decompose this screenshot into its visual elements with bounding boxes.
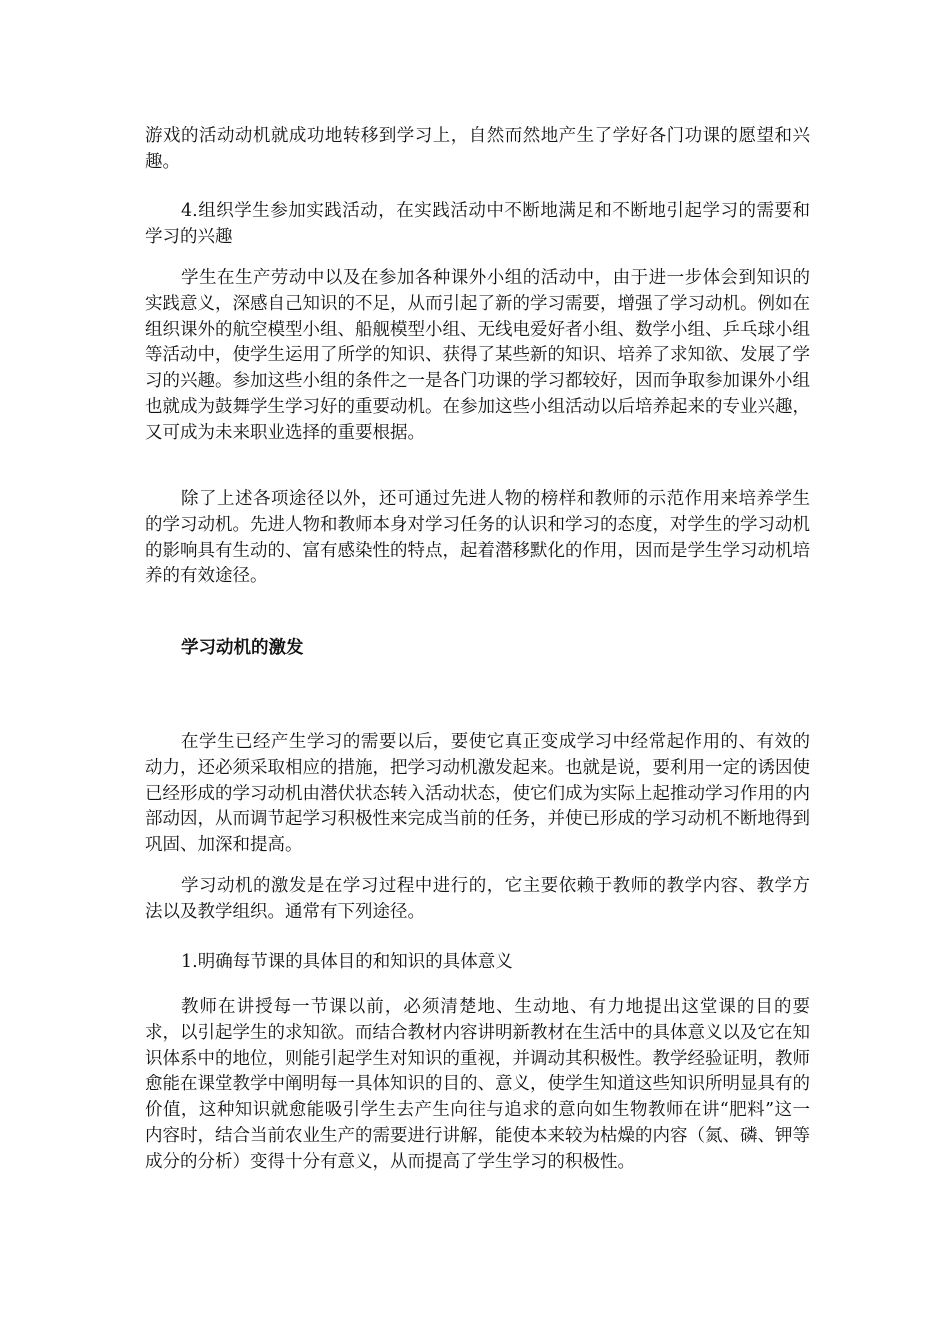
paragraph-item-4-title: 4.组织学生参加实践活动，在实践活动中不断地满足和不断地引起学习的需要和学习的兴趣	[145, 201, 810, 247]
paragraph-game-motivation: 游戏的活动动机就成功地转移到学习上，自然而然地产生了学好各门功课的愿望和兴趣。	[145, 126, 810, 172]
section-heading: 学习动机的激发	[181, 638, 304, 658]
paragraph-lesson-objectives: 教师在讲授每一节课以前，必须清楚地、生动地、有力地提出这堂课的目的要求，以引起学生的求知欲。而结合教材内容讲明新教材在生活中的具体意义以及它在知识体系中的地位，则能引起学生对知识的重视，并调动其积极性。教学经验证明，教师愈能在课堂教学中阐明每一具体知识的目的、意义，使学生知道这些知识所明显具有的价值，这种知识就愈能吸引学生去产生向往与追求的意向如生物教师在讲“肥料”这一内容时，结合当前农业生产的需要进行讲解，能使本来较为枯燥的内容（氮、磷、钾等成分的分析）变得十分有意义，从而提高了学生学习的积极性。	[145, 997, 810, 1172]
paragraph-role-models: 除了上述各项途径以外，还可通过先进人物的榜样和教师的示范作用来培养学生的学习动机。先进人物和教师本身对学习任务的认识和学习的态度，对学生的学习动机的影响具有生动的、富有感染性的特点，起着潜移默化的作用，因而是学生学习动机培养的有效途径。	[145, 489, 810, 587]
paragraph-motivation-activation: 在学生已经产生学习的需要以后，要使它真正变成学习中经常起作用的、有效的动力，还必须采取相应的措施，把学习动机激发起来。也就是说，要利用一定的诱因使已经形成的学习动机由潜伏状态转入活动状态，使它们成为实际上起推动学习作用的内部动因，从而调节起学习积极性来完成当前的任务，并使已形成的学习动机不断地得到巩固、加深和提高。	[145, 732, 810, 856]
paragraph-item-1-title: 1.明确每节课的具体目的和知识的具体意义	[181, 952, 513, 972]
paragraph-practice-activities: 学生在生产劳动中以及在参加各种课外小组的活动中，由于进一步体会到知识的实践意义，深感自己知识的不足，从而引起了新的学习需要，增强了学习动机。例如在组织课外的航空模型小组、船舰模型小组、无线电爱好者小组、数学小组、乒乓球小组等活动中，使学生运用了所学的知识、获得了某些新的知识、培养了求知欲、发展了学习的兴趣。参加这些小组的条件之一是各门功课的学习都较好，因而争取参加课外小组也就成为鼓舞学生学习好的重要动机。在参加这些小组活动以后培养起来的专业兴趣，又可成为未来职业选择的重要根据。	[145, 268, 810, 443]
paragraph-activation-process: 学习动机的激发是在学习过程中进行的，它主要依赖于教师的教学内容、教学方法以及教学组织。通常有下列途径。	[145, 876, 810, 922]
